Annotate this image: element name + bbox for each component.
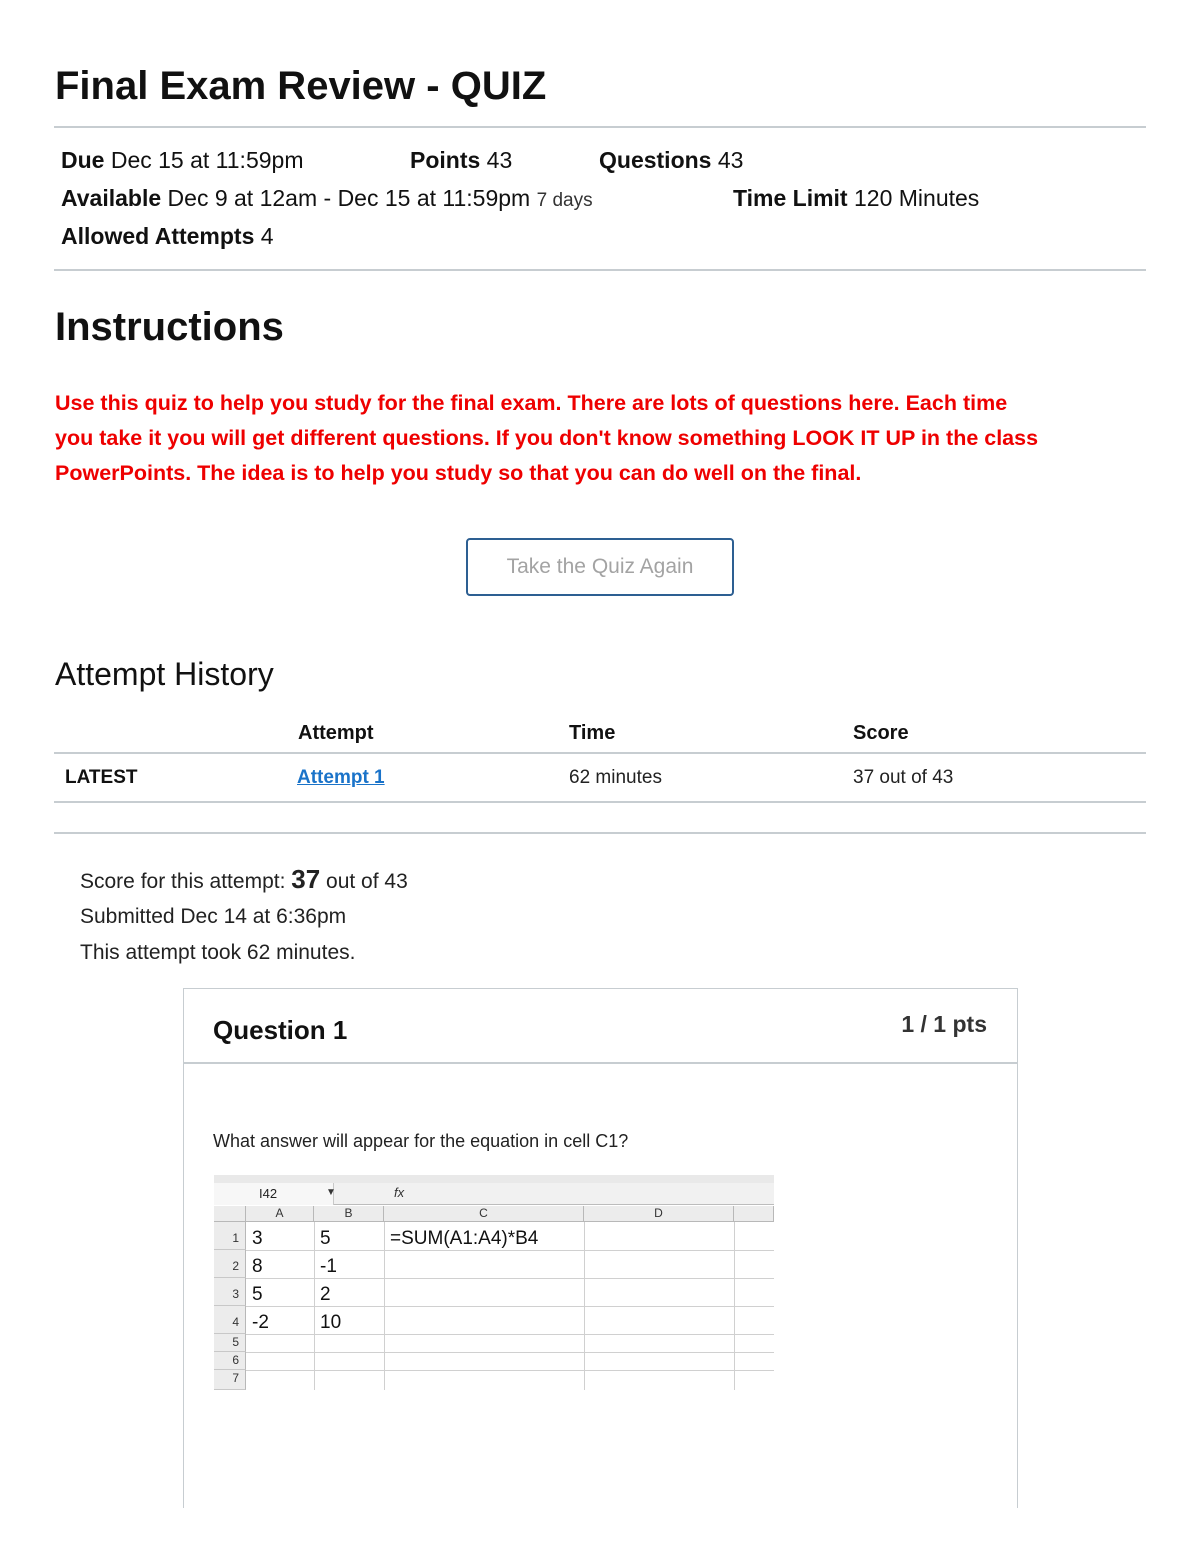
due-detail [61, 147, 303, 174]
fx-icon: fx [394, 1185, 405, 1200]
row-header: 1 [214, 1222, 246, 1250]
duration-text: This attempt took 62 minutes. [80, 941, 356, 964]
question-prompt: What answer will appear for the equation in cell C1? [213, 1131, 629, 1151]
cell-b1: 5 [320, 1228, 331, 1249]
cell-b2: -1 [320, 1256, 337, 1277]
column-header-attempt: Attempt [298, 722, 374, 744]
attempt-score: 37 out of 43 [853, 767, 954, 788]
time-limit-detail [733, 185, 979, 212]
questions-value: 43 [717, 147, 744, 173]
instructions-line: Use this quiz to help you study for the final exam. There are lots of questions here. Each time [55, 391, 1008, 415]
attempts-value: 4 [260, 223, 274, 249]
row-header: 5 [214, 1334, 246, 1352]
grid-line [246, 1306, 774, 1307]
table-header-divider [54, 752, 1146, 754]
available-detail [61, 185, 593, 212]
available-duration: 7 days [536, 190, 593, 211]
row-header: 6 [214, 1352, 246, 1370]
cell-c1: =SUM(A1:A4)*B4 [390, 1228, 539, 1249]
score-value: 37 [291, 864, 321, 894]
attempt-time: 62 minutes [569, 767, 662, 788]
column-header-c: C [384, 1206, 584, 1222]
cell-a1: 3 [252, 1228, 263, 1249]
attempts-detail [61, 223, 274, 250]
grid-line [246, 1334, 774, 1335]
submitted-text: Submitted Dec 14 at 6:36pm [80, 905, 347, 928]
questions-label: Questions [599, 147, 712, 173]
row-header: 3 [214, 1278, 246, 1306]
cell-a3: 5 [252, 1284, 263, 1305]
section-divider [54, 832, 1146, 834]
time-limit-label: Time Limit [733, 185, 848, 211]
cell-a2: 8 [252, 1256, 263, 1277]
chevron-down-icon: ▼ [326, 1187, 336, 1198]
question-points: 1 / 1 pts [901, 1011, 987, 1037]
column-header-time: Time [569, 722, 616, 744]
column-header-e [734, 1206, 774, 1222]
grid-line [246, 1278, 774, 1279]
details-divider [54, 269, 1146, 271]
time-limit-value: 120 Minutes [854, 185, 980, 211]
grid-line [246, 1250, 774, 1251]
page-title: Final Exam Review - QUIZ [55, 64, 547, 108]
instructions-heading: Instructions [55, 305, 284, 349]
table-row-divider [54, 801, 1146, 803]
title-divider [54, 126, 1146, 128]
column-header-a: A [246, 1206, 314, 1222]
question-card [183, 988, 1018, 1508]
column-header-score: Score [853, 722, 909, 744]
cell-b3: 2 [320, 1284, 331, 1305]
score-prefix: Score for this attempt: [80, 870, 292, 893]
question-header [184, 989, 1017, 1064]
instructions-text [55, 386, 1155, 491]
row-header: 4 [214, 1306, 246, 1334]
latest-label: LATEST [65, 767, 138, 788]
instructions-line: you take it you will get different questions. If you don't know something LOOK IT UP in the class [55, 426, 1039, 450]
cell-a4: -2 [252, 1312, 269, 1333]
attempt-history-heading: Attempt History [55, 656, 274, 692]
attempts-label: Allowed Attempts [61, 223, 255, 249]
cell-b4: 10 [320, 1312, 342, 1333]
grid-line [246, 1370, 774, 1371]
grid-line [246, 1352, 774, 1353]
due-label: Due [61, 147, 105, 173]
score-suffix: out of 43 [320, 870, 408, 893]
column-header-b: B [314, 1206, 384, 1222]
instructions-line: PowerPoints. The idea is to help you study so that you can do well on the final. [55, 461, 862, 485]
question-title: Question 1 [213, 1015, 348, 1045]
column-header-d: D [584, 1206, 734, 1222]
spreadsheet-image [214, 1175, 774, 1390]
select-all-corner [214, 1206, 246, 1222]
row-header: 7 [214, 1370, 246, 1390]
available-value: Dec 9 at 12am - Dec 15 at 11:59pm [167, 185, 531, 211]
points-label: Points [410, 147, 481, 173]
row-header: 2 [214, 1250, 246, 1278]
points-value: 43 [486, 147, 513, 173]
spreadsheet-toolbar [214, 1175, 774, 1183]
take-quiz-again-button[interactable]: Take the Quiz Again [466, 538, 734, 596]
due-value: Dec 15 at 11:59pm [110, 147, 304, 173]
questions-detail [599, 147, 743, 174]
name-box: I42 [214, 1183, 334, 1205]
attempt-1-link[interactable]: Attempt 1 [297, 767, 385, 788]
points-detail [410, 147, 512, 174]
score-line [80, 864, 408, 895]
available-label: Available [61, 185, 162, 211]
